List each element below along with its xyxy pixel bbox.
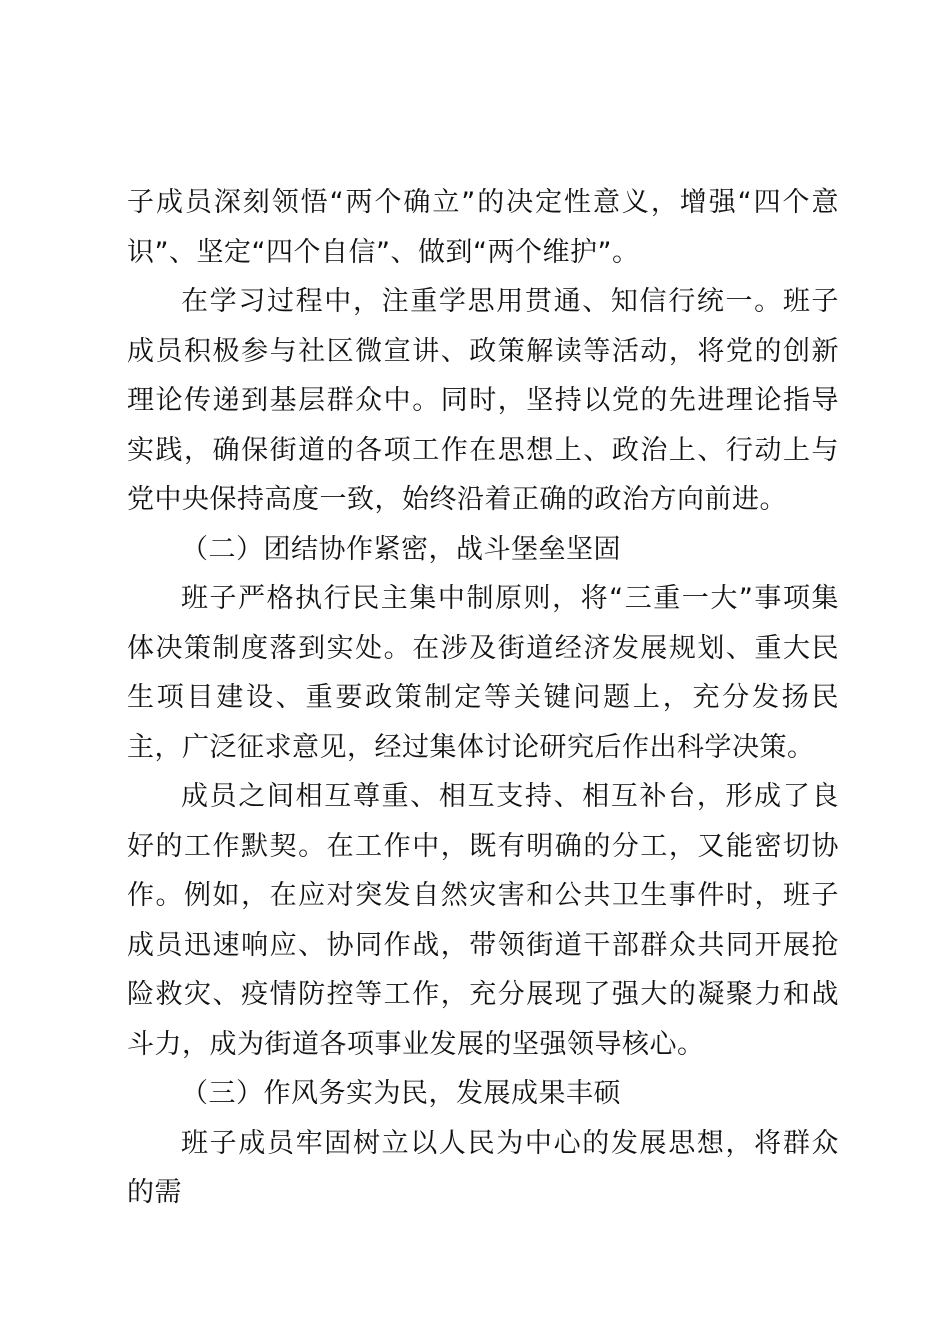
paragraph-mutual-support: 成员之间相互尊重、相互支持、相互补台，形成了良好的工作默契。在工作中，既有明确的分工，又能密切协作。例如，在应对突发自然灾害和公共卫生事件时，班子成员迅速响应、协同作战，带领街道干部群众共同开展抢险救灾、疫情防控等工作，充分展现了强大的凝聚力和战斗力，成为街道各项事业发展的坚强领导核心。	[127, 781, 839, 1060]
paragraph-learning-process: 在学习过程中，注重学思用贯通、知信行统一。班子成员积极参与社区微宣讲、政策解读等活动，将党的创新理论传递到基层群众中。同时，坚持以党的先进理论指导实践，确保街道的各项工作在思想上、政治上、行动上与党中央保持高度一致，始终沿着正确的政治方向前进。	[127, 286, 839, 515]
section-heading-2: （二）团结协作紧密，战斗堡垒坚固	[181, 533, 621, 565]
paragraph-people-centered: 班子成员牢固树立以人民为中心的发展思想，将群众的需	[127, 1127, 839, 1208]
section-heading-3: （三）作风务实为民，发展成果丰硕	[181, 1078, 621, 1109]
paragraph-democratic-centralism: 班子严格执行民主集中制原则，将“三重一大”事项集体决策制度落到实处。在涉及街道经济发展规划、重大民生项目建设、重要政策制定等关键问题上，充分发扬民主，广泛征求意见，经过集体讨论研究后作出科学决策。	[127, 583, 839, 763]
document-body	[127, 178, 839, 1218]
paragraph-continued: 子成员深刻领悟“两个确立”的决定性意义，增强“四个意识”、坚定“四个自信”、做到“两个维护”。	[127, 187, 839, 268]
